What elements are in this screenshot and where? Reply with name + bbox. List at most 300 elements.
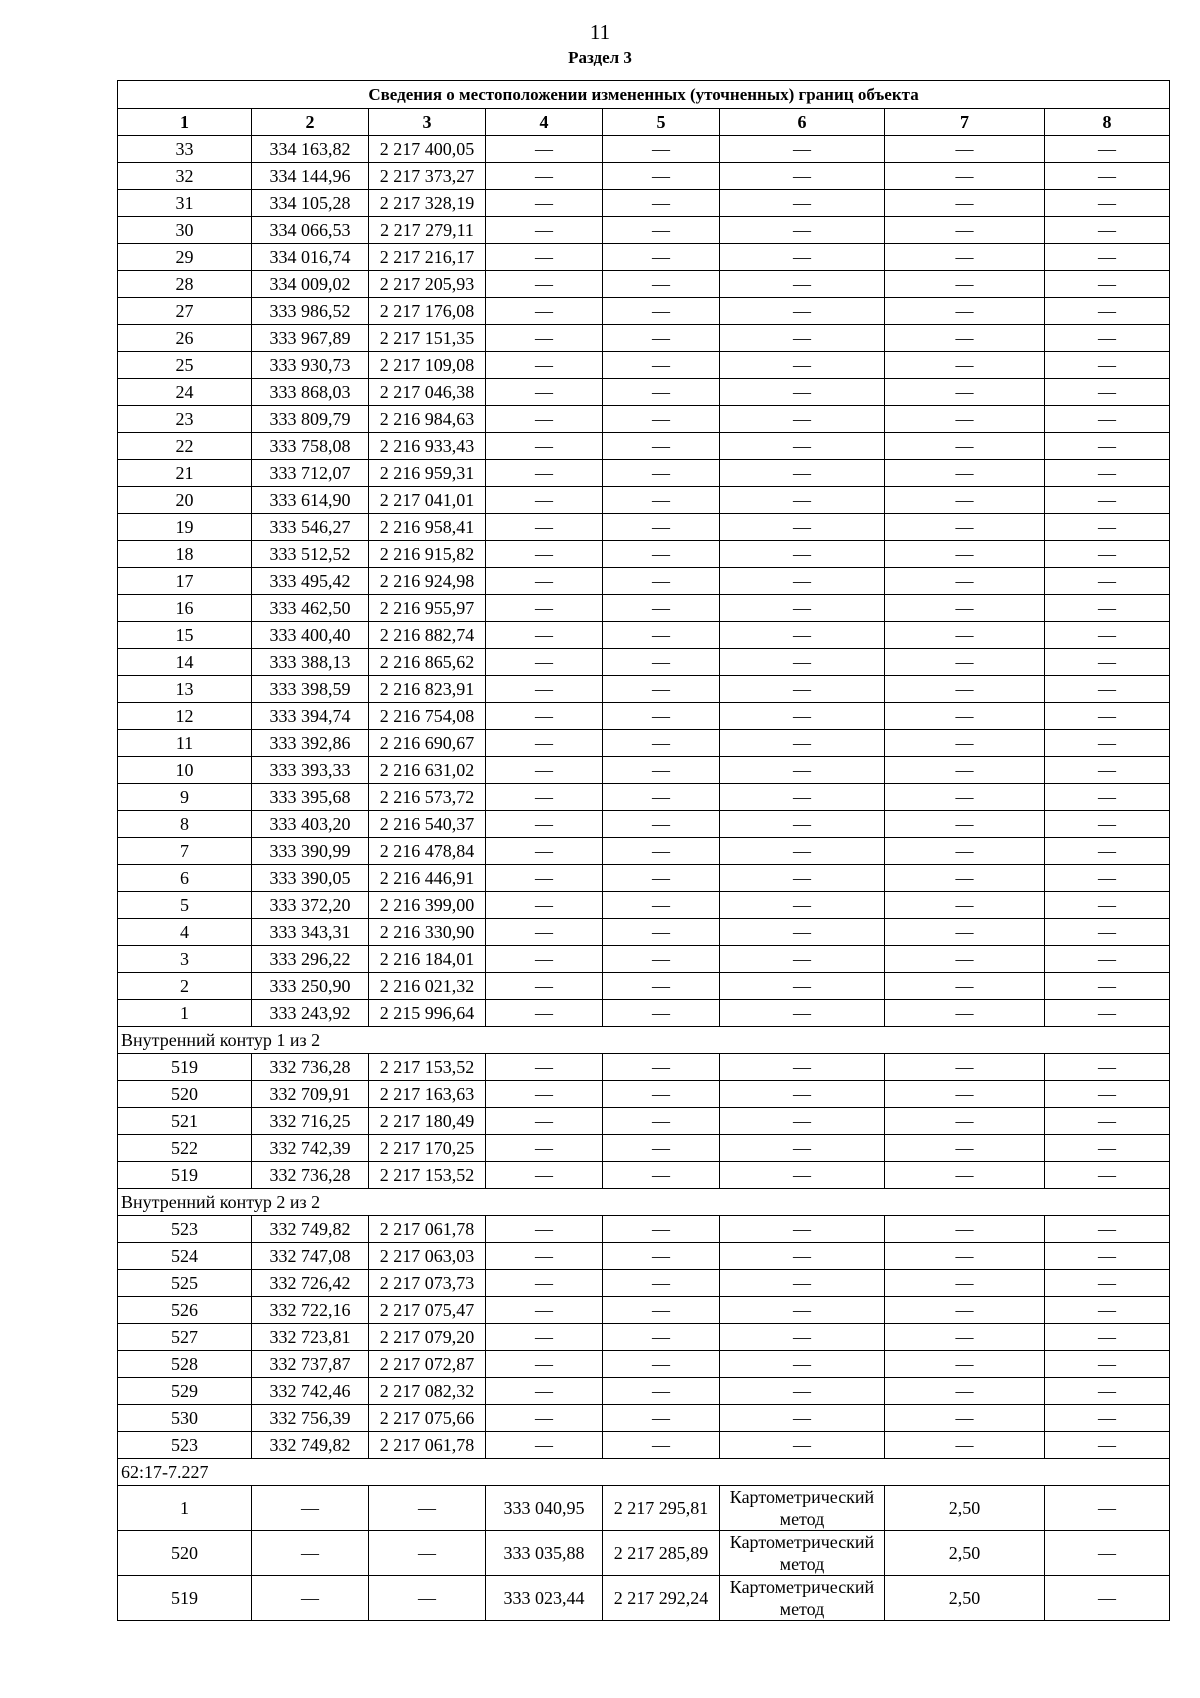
dash-cell: — [885,919,1045,946]
y-coordinate-cell: 2 216 399,00 [369,892,486,919]
x-coordinate-cell: 334 066,53 [252,217,369,244]
dash-cell: — [603,298,720,325]
table-row [118,541,1170,568]
dash-cell: — [885,595,1045,622]
table-row [118,730,1170,757]
dash-cell: — [885,1378,1045,1405]
y-coordinate-cell: 2 216 984,63 [369,406,486,433]
dash-cell: — [603,703,720,730]
dash-cell: — [486,595,603,622]
dash-cell: — [252,1486,369,1531]
dash-cell: — [1045,1531,1170,1576]
dash-cell: — [885,1243,1045,1270]
dash-cell: — [603,1081,720,1108]
dash-cell: — [603,757,720,784]
dash-cell: — [885,190,1045,217]
dash-cell: — [603,811,720,838]
dash-cell: — [486,217,603,244]
point-number-cell: 521 [118,1108,252,1135]
point-number-cell: 28 [118,271,252,298]
dash-cell: — [720,271,885,298]
dash-cell: — [720,514,885,541]
dash-cell: — [1045,1297,1170,1324]
x-coordinate-cell: 332 722,16 [252,1297,369,1324]
x-coordinate-cell: 333 040,95 [486,1486,603,1531]
dash-cell: — [603,352,720,379]
table-row [118,811,1170,838]
dash-cell: — [486,838,603,865]
dash-cell: — [1045,541,1170,568]
dash-cell: — [1045,352,1170,379]
dash-cell: — [1045,838,1170,865]
dash-cell: — [1045,919,1170,946]
dash-cell: — [885,352,1045,379]
point-number-cell: 21 [118,460,252,487]
dash-cell: — [603,595,720,622]
dash-cell: — [720,136,885,163]
dash-cell: — [720,784,885,811]
table-row [118,352,1170,379]
dash-cell: — [885,487,1045,514]
dash-cell: — [486,541,603,568]
point-number-cell: 18 [118,541,252,568]
table-row [118,217,1170,244]
dash-cell: — [603,838,720,865]
dash-cell: — [486,298,603,325]
point-number-cell: 11 [118,730,252,757]
point-number-cell: 20 [118,487,252,514]
dash-cell: — [1045,595,1170,622]
dash-cell: — [486,514,603,541]
dash-cell: — [603,973,720,1000]
x-coordinate-cell: 334 163,82 [252,136,369,163]
dash-cell: — [486,1270,603,1297]
x-coordinate-cell: 332 726,42 [252,1270,369,1297]
dash-cell: — [603,865,720,892]
dash-cell: — [1045,784,1170,811]
dash-cell: — [1045,649,1170,676]
dash-cell: — [486,622,603,649]
dash-cell: — [1045,1486,1170,1531]
point-number-cell: 5 [118,892,252,919]
dash-cell: — [369,1531,486,1576]
dash-cell: — [1045,1351,1170,1378]
dash-cell: — [486,892,603,919]
dash-cell: — [486,1243,603,1270]
dash-cell: — [486,1054,603,1081]
x-coordinate-cell: 333 495,42 [252,568,369,595]
dash-cell: — [1045,487,1170,514]
point-number-cell: 19 [118,514,252,541]
dash-cell: — [1045,1108,1170,1135]
dash-cell: — [603,946,720,973]
dash-cell: — [885,676,1045,703]
table-row [118,1531,1170,1576]
dash-cell: — [885,433,1045,460]
dash-cell: — [1045,622,1170,649]
dash-cell: — [1045,433,1170,460]
dash-cell: — [720,433,885,460]
x-coordinate-cell: 333 250,90 [252,973,369,1000]
table-row [118,703,1170,730]
page-number: 11 [589,20,611,44]
dash-cell: — [885,946,1045,973]
dash-cell: — [603,676,720,703]
table-row [118,757,1170,784]
x-coordinate-cell: 333 296,22 [252,946,369,973]
dash-cell: — [1045,1405,1170,1432]
column-header: 3 [369,109,486,136]
dash-cell: — [603,271,720,298]
dash-cell: — [885,865,1045,892]
dash-cell: — [720,406,885,433]
dash-cell: — [486,919,603,946]
x-coordinate-cell: 333 343,31 [252,919,369,946]
y-coordinate-cell: 2 217 153,52 [369,1162,486,1189]
accuracy-cell: 2,50 [885,1486,1045,1531]
dash-cell: — [720,190,885,217]
dash-cell: — [885,1000,1045,1027]
column-header: 1 [118,109,252,136]
x-coordinate-cell: 332 723,81 [252,1324,369,1351]
point-number-cell: 524 [118,1243,252,1270]
dash-cell: — [885,1432,1045,1459]
dash-cell: — [885,784,1045,811]
point-number-cell: 27 [118,298,252,325]
dash-cell: — [885,163,1045,190]
dash-cell: — [603,1108,720,1135]
dash-cell: — [1045,136,1170,163]
accuracy-cell: 2,50 [885,1576,1045,1621]
x-coordinate-cell: 332 742,46 [252,1378,369,1405]
dash-cell: — [720,163,885,190]
point-number-cell: 7 [118,838,252,865]
y-coordinate-cell: 2 217 216,17 [369,244,486,271]
y-coordinate-cell: 2 216 446,91 [369,865,486,892]
y-coordinate-cell: 2 217 061,78 [369,1432,486,1459]
x-coordinate-cell: 333 035,88 [486,1531,603,1576]
y-coordinate-cell: 2 216 955,97 [369,595,486,622]
x-coordinate-cell: 332 749,82 [252,1216,369,1243]
dash-cell: — [486,487,603,514]
method-cell: Картометрический метод [720,1486,885,1531]
dash-cell: — [720,1270,885,1297]
point-number-cell: 1 [118,1486,252,1531]
dash-cell: — [486,1297,603,1324]
y-coordinate-cell: 2 217 063,03 [369,1243,486,1270]
dash-cell: — [486,568,603,595]
dash-cell: — [885,973,1045,1000]
x-coordinate-cell: 332 742,39 [252,1135,369,1162]
dash-cell: — [603,325,720,352]
x-coordinate-cell: 333 388,13 [252,649,369,676]
dash-cell: — [720,649,885,676]
table-row [118,568,1170,595]
dash-cell: — [1045,811,1170,838]
dash-cell: — [603,1054,720,1081]
dash-cell: — [603,1324,720,1351]
dash-cell: — [885,1054,1045,1081]
y-coordinate-cell: 2 217 079,20 [369,1324,486,1351]
point-number-cell: 526 [118,1297,252,1324]
table-row [118,1000,1170,1027]
table-row [118,379,1170,406]
table-row [118,838,1170,865]
dash-cell: — [1045,676,1170,703]
dash-cell: — [720,1054,885,1081]
x-coordinate-cell: 332 709,91 [252,1081,369,1108]
y-coordinate-cell: 2 216 478,84 [369,838,486,865]
table-row [118,1378,1170,1405]
point-number-cell: 14 [118,649,252,676]
table-row [118,1351,1170,1378]
table-row [118,1297,1170,1324]
x-coordinate-cell: 333 546,27 [252,514,369,541]
dash-cell: — [486,1000,603,1027]
x-coordinate-cell: 333 023,44 [486,1576,603,1621]
x-coordinate-cell: 333 395,68 [252,784,369,811]
point-number-cell: 519 [118,1162,252,1189]
x-coordinate-cell: 333 392,86 [252,730,369,757]
dash-cell: — [885,730,1045,757]
y-coordinate-cell: 2 217 082,32 [369,1378,486,1405]
dash-cell: — [486,811,603,838]
dash-cell: — [720,541,885,568]
dash-cell: — [1045,1081,1170,1108]
method-cell: Картометрический метод [720,1531,885,1576]
dash-cell: — [603,433,720,460]
table-row [118,298,1170,325]
x-coordinate-cell: 333 986,52 [252,298,369,325]
table-title: Сведения о местоположении измененных (уточненных) границ объекта [118,81,1170,109]
dash-cell: — [486,244,603,271]
dash-cell: — [720,946,885,973]
column-header: 5 [603,109,720,136]
dash-cell: — [486,1081,603,1108]
dash-cell: — [720,217,885,244]
dash-cell: — [603,892,720,919]
dash-cell: — [720,244,885,271]
point-number-cell: 23 [118,406,252,433]
table-row [118,271,1170,298]
x-coordinate-cell: 332 747,08 [252,1243,369,1270]
dash-cell: — [720,838,885,865]
dash-cell: — [1045,1270,1170,1297]
y-coordinate-cell: 2 216 184,01 [369,946,486,973]
x-coordinate-cell: 333 390,99 [252,838,369,865]
x-coordinate-cell: 333 512,52 [252,541,369,568]
point-number-cell: 2 [118,973,252,1000]
dash-cell: — [885,622,1045,649]
point-number-cell: 8 [118,811,252,838]
table-row [118,514,1170,541]
x-coordinate-cell: 333 967,89 [252,325,369,352]
point-number-cell: 10 [118,757,252,784]
dash-cell: — [885,217,1045,244]
dash-cell: — [603,1351,720,1378]
dash-cell: — [1045,1000,1170,1027]
column-header: 4 [486,109,603,136]
dash-cell: — [885,271,1045,298]
y-coordinate-cell: 2 216 754,08 [369,703,486,730]
column-header-row [118,109,1170,136]
y-coordinate-cell: 2 217 170,25 [369,1135,486,1162]
table-row [118,1108,1170,1135]
y-coordinate-cell: 2 216 865,62 [369,649,486,676]
section-title: Раздел 3 [568,48,632,67]
table-row [118,1243,1170,1270]
x-coordinate-cell: 333 390,05 [252,865,369,892]
dash-cell: — [885,325,1045,352]
dash-cell: — [720,730,885,757]
dash-cell: — [603,217,720,244]
dash-cell: — [486,1108,603,1135]
group-label: 62:17-7.227 [118,1459,1170,1486]
point-number-cell: 29 [118,244,252,271]
y-coordinate-cell: 2 217 295,81 [603,1486,720,1531]
y-coordinate-cell: 2 216 959,31 [369,460,486,487]
dash-cell: — [885,1405,1045,1432]
dash-cell: — [1045,757,1170,784]
y-coordinate-cell: 2 216 958,41 [369,514,486,541]
group-header-row [118,1027,1170,1054]
point-number-cell: 17 [118,568,252,595]
column-header: 8 [1045,109,1170,136]
x-coordinate-cell: 333 868,03 [252,379,369,406]
dash-cell: — [603,1270,720,1297]
dash-cell: — [486,1135,603,1162]
dash-cell: — [1045,892,1170,919]
point-number-cell: 527 [118,1324,252,1351]
y-coordinate-cell: 2 217 151,35 [369,325,486,352]
dash-cell: — [603,487,720,514]
point-number-cell: 31 [118,190,252,217]
y-coordinate-cell: 2 217 279,11 [369,217,486,244]
dash-cell: — [1045,1324,1170,1351]
dash-cell: — [486,1405,603,1432]
group-header-row [118,1189,1170,1216]
y-coordinate-cell: 2 216 021,32 [369,973,486,1000]
group-label: Внутренний контур 1 из 2 [118,1027,1170,1054]
x-coordinate-cell: 333 393,33 [252,757,369,784]
table-row [118,784,1170,811]
dash-cell: — [1045,379,1170,406]
y-coordinate-cell: 2 216 573,72 [369,784,486,811]
dash-cell: — [720,811,885,838]
dash-cell: — [720,1135,885,1162]
dash-cell: — [885,703,1045,730]
table-row [118,892,1170,919]
dash-cell: — [603,622,720,649]
dash-cell: — [885,406,1045,433]
dash-cell: — [369,1576,486,1621]
table-row [118,1432,1170,1459]
dash-cell: — [720,1432,885,1459]
point-number-cell: 519 [118,1054,252,1081]
dash-cell: — [720,919,885,946]
dash-cell: — [486,136,603,163]
dash-cell: — [720,325,885,352]
y-coordinate-cell: 2 215 996,64 [369,1000,486,1027]
dash-cell: — [486,406,603,433]
column-header: 2 [252,109,369,136]
y-coordinate-cell: 2 217 061,78 [369,1216,486,1243]
dash-cell: — [885,1135,1045,1162]
dash-cell: — [486,757,603,784]
table-row [118,1405,1170,1432]
table-body [118,136,1170,1621]
x-coordinate-cell: 334 009,02 [252,271,369,298]
point-number-cell: 1 [118,1000,252,1027]
dash-cell: — [486,163,603,190]
dash-cell: — [720,379,885,406]
table-row [118,325,1170,352]
dash-cell: — [885,1108,1045,1135]
dash-cell: — [603,1135,720,1162]
x-coordinate-cell: 333 614,90 [252,487,369,514]
point-number-cell: 529 [118,1378,252,1405]
dash-cell: — [603,649,720,676]
dash-cell: — [603,190,720,217]
dash-cell: — [1045,190,1170,217]
dash-cell: — [603,568,720,595]
y-coordinate-cell: 2 217 072,87 [369,1351,486,1378]
method-cell: Картометрический метод [720,1576,885,1621]
dash-cell: — [720,1108,885,1135]
dash-cell: — [486,973,603,1000]
y-coordinate-cell: 2 217 400,05 [369,136,486,163]
dash-cell: — [486,1351,603,1378]
point-number-cell: 3 [118,946,252,973]
point-number-cell: 523 [118,1432,252,1459]
dash-cell: — [603,1405,720,1432]
table-row [118,919,1170,946]
dash-cell: — [885,460,1045,487]
y-coordinate-cell: 2 217 373,27 [369,163,486,190]
y-coordinate-cell: 2 216 631,02 [369,757,486,784]
point-number-cell: 26 [118,325,252,352]
dash-cell: — [486,1378,603,1405]
column-header: 7 [885,109,1045,136]
dash-cell: — [885,541,1045,568]
dash-cell: — [486,676,603,703]
dash-cell: — [1045,568,1170,595]
y-coordinate-cell: 2 216 924,98 [369,568,486,595]
table-row [118,1486,1170,1531]
x-coordinate-cell: 334 105,28 [252,190,369,217]
dash-cell: — [720,1216,885,1243]
dash-cell: — [603,541,720,568]
column-header: 6 [720,109,885,136]
dash-cell: — [885,1162,1045,1189]
dash-cell: — [1045,298,1170,325]
dash-cell: — [486,433,603,460]
x-coordinate-cell: 332 736,28 [252,1162,369,1189]
dash-cell: — [603,1000,720,1027]
dash-cell: — [720,352,885,379]
x-coordinate-cell: 333 930,73 [252,352,369,379]
y-coordinate-cell: 2 216 823,91 [369,676,486,703]
y-coordinate-cell: 2 217 163,63 [369,1081,486,1108]
point-number-cell: 6 [118,865,252,892]
x-coordinate-cell: 333 394,74 [252,703,369,730]
y-coordinate-cell: 2 217 292,24 [603,1576,720,1621]
dash-cell: — [885,811,1045,838]
dash-cell: — [885,568,1045,595]
dash-cell: — [486,460,603,487]
dash-cell: — [885,379,1045,406]
y-coordinate-cell: 2 216 882,74 [369,622,486,649]
